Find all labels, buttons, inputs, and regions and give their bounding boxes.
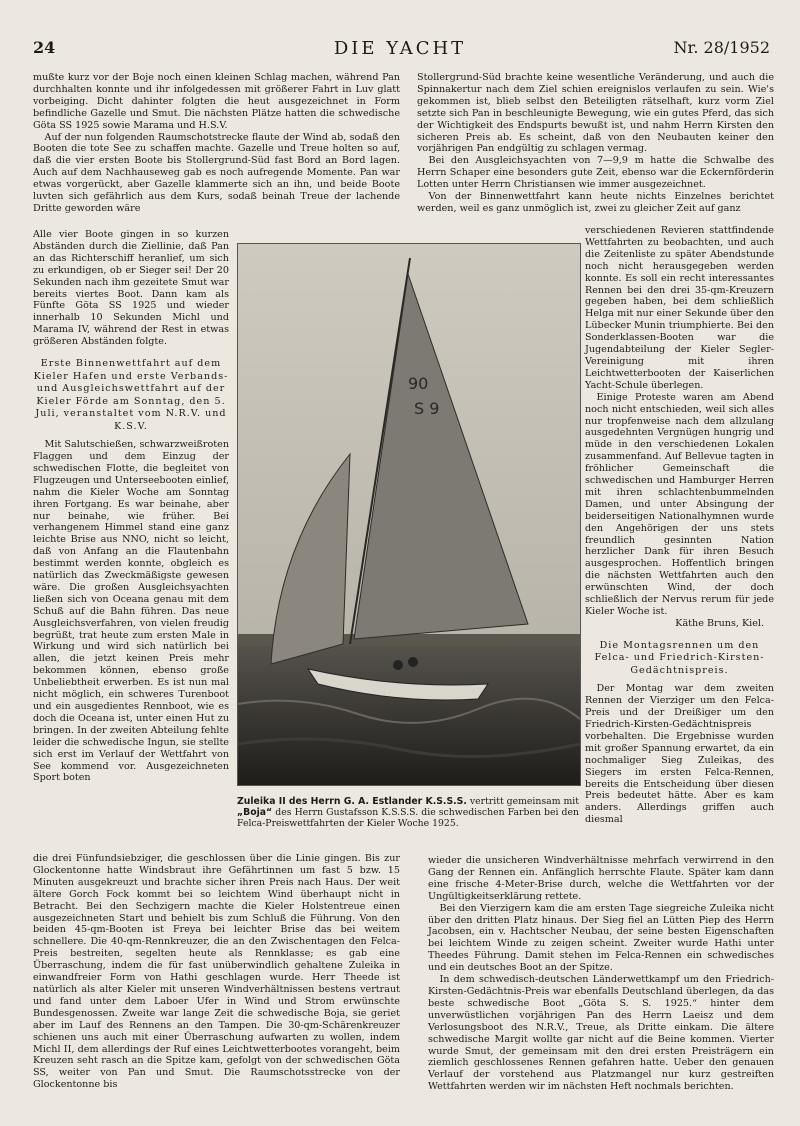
paragraph: die drei Fünfundsiebziger, die geschlossen über die Linie gingen. Bis zur Glockentonne hatte Windsbraut ihre Gefährtinnen um fast 5 bzw. 15 Minuten ausgekreuzt und brachte sicher ihren Preis nach Haus. Der weit ältere Gorch Fock kommt bei so leichtem Wind überhaupt nicht in Betracht. Bei den Sechzigern machte die Kieler Holstentreue einen ausgezeichneten Start und behielt bis zum Schluß die Führung. Von den beiden 45-qm-Booten ist Freya bei leichter Brise das bei weitem schnellere. Die 40-qm-Rennkreuzer, die an den Zwischentagen den Felca-Preis bestreiten, segelten heute als Rennklasse; es gab eine Überraschung, indem die für fast unüberwindlich gehaltene Zuleika in einwandfreier Form von Hathi geschlagen wurde. Herr Theede ist natürlich als alter Kieler mit unseren Windverhältnissen bestens vertraut und fand unter dem Laboer Ufer in Wind und Strom erwünschte Bundesgenossen. Zweite war lange Zeit die schwedische Boja, sie geriet aber im Lauf des Rennens an den Tampen. Die 30-qm-Schärenkreuzer schienen uns auch mit einer Überraschung aufwarten zu wollen, indem Michl II, dem allerdings der Ruf eines Leichtwetterbootes vorangeht, beim Kreuzen seht rasch an die Spitze kam, gefolgt von der schwedischen Göta SS, weiter von Pan und Smut. Die Raumschotsstrecke von der Glockentonne bis — [33, 853, 400, 1091]
author-signature: Käthe Bruns, Kiel. — [675, 617, 764, 629]
caption-bold: Zuleika II des Herrn G. A. Estlander K.S.S.S. — [237, 796, 467, 807]
paragraph: Auf der nun folgenden Raumschotstrecke flaute der Wind ab, sodaß den Booten die tote See zu schaffen machte. Gazelle und Treue holten so auf, daß die vier ersten Boote bis Stollergrund-Süd fast Bord an Bord lagen. Auch auf dem Nachhauseweg gab es noch aufregende Momente. Pan war etwas vorgerückt, aber Gazelle klammerte sich an ihn, und beide Boote luvten sich gefährlich aus dem Kurs, sodaß beinah Treue der lachende Dritte geworden wäre — [33, 131, 400, 214]
paragraph: Mit Salutschießen, schwarzweißroten Flaggen und dem Einzug der schwedischen Flotte, die begleitet von Flugzeugen und Unterseebooten einlief, nahm die Kieler Woche am Sonntag ihren Fortgang. Es war beinahe, aber nur beinahe, wie früher. Bei verhangenem Himmel stand eine ganz leichte Brise aus NNO, nicht so leicht, daß von Anfang an die Flautenbahn bestimmt werden konnte, obgleich es natürlich das Zweckmäßigste gewesen wäre. Die großen Ausgleichsyachten ließen sich von Oceana genau mit dem Schuß auf die Bahn führen. Das neue Ausgleichsverfahren, von vielen freudig begrüßt, trat heute zum ersten Male in Wirkung und wird sich natürlich bei allen, die jetzt keinen Preis mehr bekommen können, ebenso große Unbeliebtheit erwerben. Es ist nun mal nicht möglich, ein schweres Turenboot und ein ausgedientes Rennboot, wie es doch die Oceana ist, unter einen Hut zu bringen. In der zweiten Abteilung fehlte leider die schwedische Ingun, sie stellte sich erst im Verlauf der Wettfahrt von See kommend vor. Ausgezeichneten Sport boten — [33, 439, 229, 784]
paragraph: Stollergrund-Süd brachte keine wesentliche Veränderung, und auch die Spinnakertur nach dem Ziel schien ereignislos verlaufen zu sein. Wie's gekommen ist, blieb selbst den Beteiligten rätselhaft, kurz vorm Ziel setzte sich Pan in beschleunigte Bewegung, wie ein gutes Pferd, das sich der Wichtigkeit des Endspurts bewußt ist, und nahm Herrn Kirsten den sicheren Preis ab. Es scheint, daß von den Neubauten keiner den vorjährigen Pan endgültig zu schlagen vermag. — [417, 72, 774, 155]
photo-caption — [237, 796, 579, 830]
paragraph: Bei den Vierzigern kam die am ersten Tage siegreiche Zuleika nicht über den dritten Platz hinaus. Der Sieg fiel an Lütten Piep des Herrn Jacobsen, ein v. Hachtscher Neubau, der seine besten Eigenschaften bei leichtem Winde zu zeigen scheint. Zweiter wurde Hathi unter Theedes Führung. Damit stehen im Felca-Rennen ein schwedisches und ein deutsches Boot an der Spitze. — [428, 902, 774, 974]
issue-number: Nr. 28/1952 — [673, 38, 770, 57]
sail-number-bottom: S 9 — [414, 399, 440, 418]
paragraph: Der Montag war dem zweiten Rennen der Vierziger um den Felca-Preis und der Dreißiger um den Friedrich-Kirsten-Gedächtnispreis vorbehalten. Die Ergebnisse wurden mit großer Spannung erwartet, da ein nochmaliger Sieg Zuleikas, des Siegers im ersten Felca-Rennen, bereits die Entscheidung über diesen Preis bedeutet hätte. Aber es kam anders. Allerdings griffen auch diesmal — [585, 683, 774, 826]
paragraph: mußte kurz vor der Boje noch einen kleinen Schlag machen, während Pan durchhalten konnte und ihr infolgedessen mit größerer Fahrt in Luv glatt vorbeiging. Dicht dahinter folgten die heut ausgezeichnet in Form befindliche Gazelle und Smut. Die nächsten Plätze hatten die schwedische Göta SS 1925 sowie Marama und H.S.V. — [33, 72, 400, 131]
paragraph: verschiedenen Revieren stattfindende Wettfahrten zu beobachten, und auch die Zeitenliste zu später Abendstunde noch nicht herausgegeben werden konnte. Es soll ein recht interessantes Rennen bei den drei 35-qm-Kreuzern gegeben haben, bei dem schließlich Helga mit nur einer Sekunde über den Lübecker Munin triumphierte. Bei den Sonderklassen-Booten war die Jugendabteilung der Kieler Segler-Vereinigung mit ihren Leichtwetterbooten der Kaiserlichen Yacht-Schule überlegen. — [585, 225, 774, 391]
paragraph: In dem schwedisch-deutschen Länderwettkampf um den Friedrich-Kirsten-Gedächtnis-Preis war ebenfalls Deutschland überlegen, da das beste schwedische Boot „Göta S. S. 1925.“ hinter dem unverwüstlichen vorjährigen Pan des Herrn Laeisz und dem Verlosungsboot des N.R.V., Treue, als Dritte einkam. Die ältere schwedische Margit wollte gar nicht auf die Beine kommen. Vierter wurde Smut, der gemeinsam mit den drei ersten Preisträgern ein ziemlich geschlossenes Rennen gefahren hatte. Ueber den genauen Verlauf der vorstehend aus Platzmangel nur kurz gestreiften Wettfahrten werden wir im nächsten Heft nochmals berichten. — [428, 974, 774, 1093]
left-narrow-column — [33, 229, 229, 784]
right-column-bottom — [428, 855, 774, 1093]
paragraph: Einige Proteste waren am Abend noch nicht entschieden, weil sich alles nur tropfenweise nach dem allzulang ausgedehnten Vergnügen hungrig und müde in den verschiedenen Lokalen zusammenfand. Auf Bellevue tagten in fröhlicher Gemeinschaft die schwedischen und Hamburger Herren mit ihren schlachtenbummelnden Damen, und unter Absingung der beiderseitigen Nationalhymnen wurde den Angehörigen der uns stets freundlich gesinnten Nation herzlicher Dank für ihren Besuch ausgesprochen. Hoffentlich bringen die nächsten Wettfahrten auch den erwünschten Wind, der doch schließlich der Nervus rerum für jede Kieler Woche ist. — [585, 391, 774, 617]
left-column-bottom — [33, 853, 400, 1091]
sailboat-image — [238, 244, 580, 785]
paragraph: Von der Binnenwettfahrt kann heute nichts Einzelnes berichtet werden, weil es ganz unmöglich ist, zwei zu gleicher Zeit auf ganz — [417, 191, 774, 214]
paragraph: Alle vier Boote gingen in so kurzen Abständen durch die Ziellinie, daß Pan an das Richterschiff heranlief, um sich zu erkundigen, ob er Sieger sei! Der 20 Sekunden nach ihm gezeitete Smut war bereits viertes Boot. Dann kam als Fünfte Göta SS 1925 und wieder innerhalb 10 Sekunden Michl und Marama IV, während der Rest in etwas größeren Abständen folgte. — [33, 229, 229, 348]
page-number: 24 — [33, 38, 56, 57]
paragraph: wieder die unsicheren Windverhältnisse mehrfach verwirrend in den Gang der Rennen ein. Anfänglich herrschte Flaute. Später kam dann eine frische 4-Meter-Brise durch, welche die Wettfahrten vor der Ungültigkeitserklärung rettete. — [428, 855, 774, 902]
magazine-title: DIE YACHT — [333, 38, 467, 59]
paragraph: Bei den Ausgleichsyachten von 7—9,9 m hatte die Schwalbe des Herrn Schaper eine besonders gute Zeit, ebenso war die Eckernförderin Lotten unter Herrn Christiansen wie immer ausgezeichnet. — [417, 155, 774, 191]
caption-text-2: des Herrn Gustafsson K.S.S.S. die schwedischen Farben bei den Felca-Preiswettfahrten der Kieler Woche 1925. — [237, 807, 579, 830]
yacht-photo — [237, 243, 581, 786]
caption-text: vertritt gemeinsam mit — [466, 796, 579, 807]
sail-number-top: 90 — [408, 374, 429, 393]
section-heading-left: Erste Binnenwettfahrt auf dem Kieler Hafen und erste Verbands- und Ausgleichswettfahrt auf der Kieler Förde am Sonntag, den 5. Juli, veranstaltet vom N.R.V. und K.S.V. — [33, 358, 229, 432]
right-column-top — [417, 72, 774, 215]
section-heading-right: Die Montagsrennen um den Felca- und Friedrich-Kirsten-Gedächtnispreis. — [594, 639, 765, 676]
caption-bold-2: „Boja“ — [237, 807, 273, 819]
left-column-top — [33, 72, 400, 215]
right-narrow-column — [585, 225, 774, 826]
